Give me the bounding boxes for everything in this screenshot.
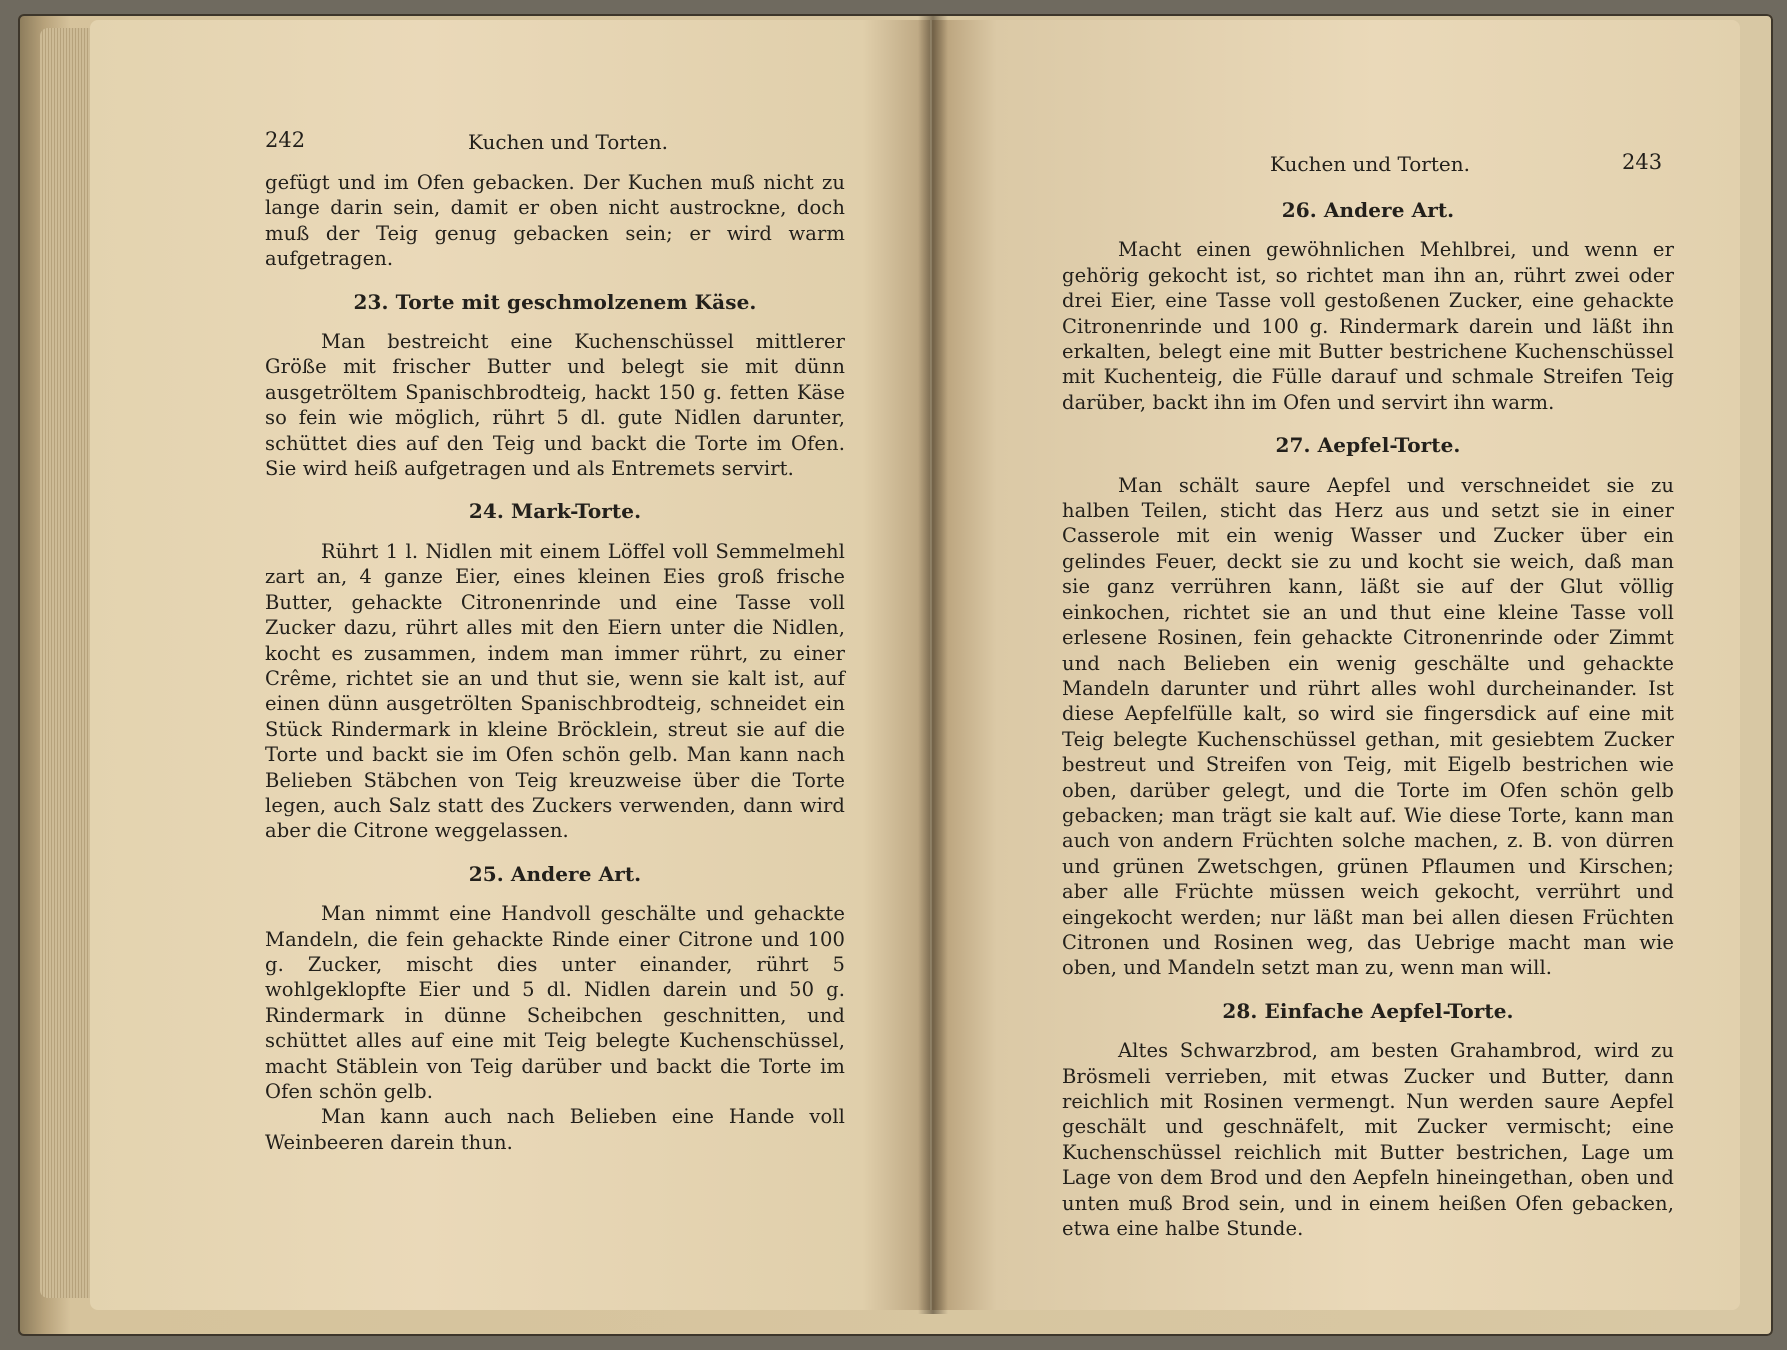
running-title: Kuchen und Torten. [468,130,668,154]
page-number: 243 [1622,150,1663,174]
left-page [90,20,930,1310]
left-page-header [90,128,930,158]
section-paragraph: Man schält saure Aepfel und verschneidet sie zu halben Teilen, sticht das Herz aus und setzt sie in einer Casserole mit ein wenig Wasser und Zucker über ein gelindes Feuer, deckt sie zu und kocht sie weich, daß man sie ganz verrühren kann, läßt sie auf der Glut völlig einkochen, richtet sie an und thut eine kleine Tasse voll erlesene Rosinen, fein gehackte Citronenrinde oder Zimmt und nach Belieben ein wenig geschälte und gehackte Mandeln darunter und rührt alles wohl durcheinander. Ist diese Aepfelfülle kalt, so wird sie fingersdick auf eine mit Teig belegte Kuchenschüssel gethan, mit gesiebtem Zucker bestreut und Streifen von Teig, mit Eigelb bestrichen wie oben, darüber gelegt, und die Torte im Ofen schön gelb gebacken; man trägt sie kalt auf. Wie diese Torte, kann man auch von andern Früchten solche machen, z. B. von dürren und grünen Zwetschgen, grünen Pflaumen und Kirschen; aber alle Früchte müssen weich gekocht, verrührt und eingekocht werden; nur läßt man bei allen diesen Früchten Citronen und Rosinen weg, das Uebrige macht man wie oben, und Mandeln setzt man zu, wenn man will. [1062,473,1674,980]
intro-paragraph: gefügt und im Ofen gebacken. Der Kuchen muß nicht zu lange darin sein, damit er oben nicht austrockne, doch muß der Teig genug gebacken sein; er wird warm aufgetragen. [265,171,845,271]
right-page-text [1062,190,1674,1241]
section-heading: 26. Andere Art. [1281,198,1455,222]
section-paragraph: Man nimmt eine Handvoll geschälte und gehackte Mandeln, die fein gehackte Rinde einer Citrone und 100 g. Zucker, mischt dies unter einander, rührt 5 wohlgeklopfte Eier und 5 dl. Nidlen darein und 50 g. Rindermark in dünne Scheibchen geschnitten, und schüttet alles auf eine mit Teig belegte Kuchenschüssel, macht Stäblein von Teig darüber und backt die Torte im Ofen schön gelb. [265,902,845,1103]
section-heading: 24. Mark-Torte. [468,499,642,524]
book-gutter [918,14,948,1314]
page-edges [40,28,94,1298]
section-heading: 25. Andere Art. [468,861,642,886]
section-paragraph: Man kann auch nach Belieben eine Hande voll Weinbeeren darein thun. [265,1105,845,1154]
section-heading: 27. Aepfel-Torte. [1275,433,1461,458]
section-paragraph: Altes Schwarzbrod, am besten Grahambrod, wird zu Brösmeli verrieben, mit etwas Zucker und Butter, dann reichlich mit Rosinen vermengt. Nun werden saure Aepfel geschält und geschnäfelt, mit Zucker vermischt; eine Kuchenschüssel reichlich mit Butter bestrichen, Lage um Lage von dem Brod und den Aepfeln hineingethan, oben und unten muß Brod sein, und in einem heißen Ofen gebacken, etwa eine halbe Stunde. [1062,1039,1674,1241]
left-page-text [265,170,845,1155]
page-number: 242 [265,128,306,152]
section-heading: 23. Torte mit geschmolzenem Käse. [353,289,757,314]
section-paragraph: Rührt 1 l. Nidlen mit einem Löffel voll Semmelmehl zart an, 4 ganze Eier, eines kleinen Eies groß frische Butter, gehackte Citronenrinde und eine Tasse voll Zucker dazu, rührt alles mit den Eiern unter die Nidlen, kocht es zusammen, indem man immer rührt, zu einer Crême, richtet sie an und thut sie, wenn sie kalt ist, auf einen dünn ausgetrölten Spanischbrodteig, schneidet ein Stück Rindermark in kleine Bröcklein, streut sie auf die Torte und backt sie im Ofen schön gelb. Man kann nach Belieben Stäbchen von Teig kreuzweise über die Torte legen, auch Salz statt des Zuckers verwenden, dann wird aber die Citrone weggelassen. [265,539,845,843]
right-page [932,20,1740,1310]
section-paragraph: Man bestreicht eine Kuchenschüssel mittlerer Größe mit frischer Butter und belegt sie mit dünn ausgetröltem Spanischbrodteig, hackt 150 g. fetten Käse so fein wie möglich, rührt 5 dl. gute Nidlen darunter, schüttet dies auf den Teig und backt die Torte im Ofen. Sie wird heiß aufgetragen und als Entremets servirt. [265,330,845,481]
right-page-header [932,150,1740,180]
running-title: Kuchen und Torten. [1270,152,1470,176]
section-heading: 28. Einfache Aepfel-Torte. [1222,998,1514,1023]
section-paragraph: Macht einen gewöhnlichen Mehlbrei, und wenn er gehörig gekocht ist, so richtet man ihn an, rührt zwei oder drei Eier, eine Tasse voll gestoßenen Zucker, eine gehackte Citronenrinde und 100 g. Rindermark darein und läßt ihn erkalten, belegt eine mit Butter bestrichene Kuchenschüssel mit Kuchenteig, die Fülle darauf und schmale Streifen Teig darüber, backt ihn im Ofen und servirt ihn warm. [1062,238,1674,414]
